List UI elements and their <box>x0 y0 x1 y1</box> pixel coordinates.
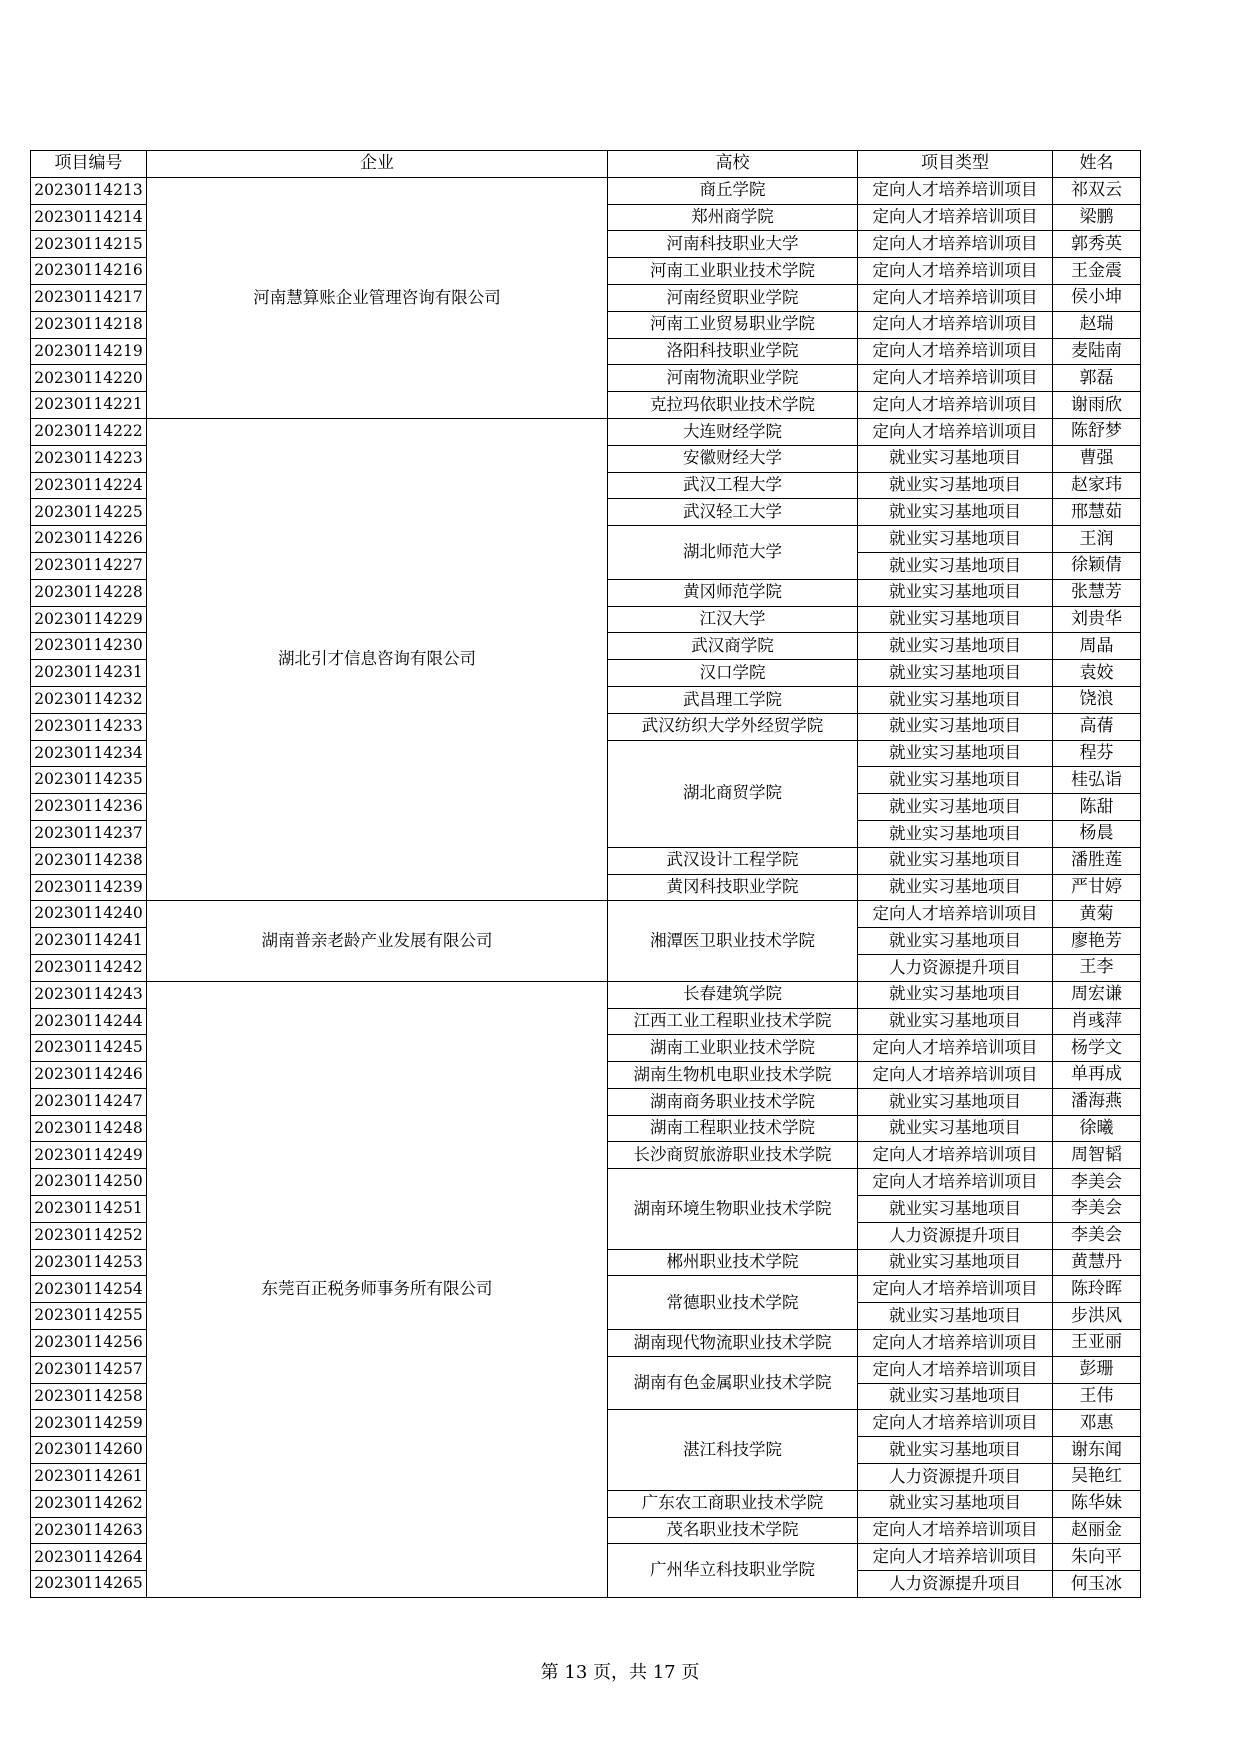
person-name-cell: 单再成 <box>1053 1062 1141 1089</box>
project-id-cell: 20230114263 <box>31 1517 147 1544</box>
project-type-cell: 人力资源提升项目 <box>858 1571 1053 1598</box>
project-id-cell: 20230114264 <box>31 1544 147 1571</box>
project-type-cell: 就业实习基地项目 <box>858 660 1053 687</box>
project-type-cell: 就业实习基地项目 <box>858 981 1053 1008</box>
project-id-cell: 20230114214 <box>31 204 147 231</box>
company-cell: 湖南普亲老龄产业发展有限公司 <box>147 901 608 981</box>
header-company: 企业 <box>147 151 608 178</box>
person-name-cell: 陈甜 <box>1053 794 1141 821</box>
project-id-cell: 20230114243 <box>31 981 147 1008</box>
person-name-cell: 李美会 <box>1053 1222 1141 1249</box>
project-id-cell: 20230114225 <box>31 499 147 526</box>
table-row <box>31 177 1141 204</box>
school-cell: 武昌理工学院 <box>608 686 858 713</box>
person-name-cell: 侯小坤 <box>1053 284 1141 311</box>
project-id-cell: 20230114218 <box>31 311 147 338</box>
page-number-footer: 第 13 页，共 17 页 <box>540 1662 700 1683</box>
person-name-cell: 刘贵华 <box>1053 606 1141 633</box>
project-id-cell: 20230114242 <box>31 954 147 981</box>
project-type-cell: 定向人才培养培训项目 <box>858 1035 1053 1062</box>
table-row <box>31 981 1141 1008</box>
person-name-cell: 陈舒梦 <box>1053 418 1141 445</box>
project-type-cell: 就业实习基地项目 <box>858 1008 1053 1035</box>
project-type-cell: 定向人才培养培训项目 <box>858 1330 1053 1357</box>
project-id-cell: 20230114226 <box>31 526 147 553</box>
person-name-cell: 陈华妹 <box>1053 1490 1141 1517</box>
project-type-cell: 就业实习基地项目 <box>858 579 1053 606</box>
project-type-cell: 定向人才培养培训项目 <box>858 1276 1053 1303</box>
school-cell: 黄冈科技职业学院 <box>608 874 858 901</box>
project-id-cell: 20230114234 <box>31 740 147 767</box>
school-cell: 湖南商务职业技术学院 <box>608 1088 858 1115</box>
person-name-cell: 祁双云 <box>1053 177 1141 204</box>
company-cell: 湖北引才信息咨询有限公司 <box>147 418 608 900</box>
school-cell: 广东农工商职业技术学院 <box>608 1490 858 1517</box>
school-cell: 长春建筑学院 <box>608 981 858 1008</box>
school-cell: 河南工业贸易职业学院 <box>608 311 858 338</box>
person-name-cell: 谢东闻 <box>1053 1437 1141 1464</box>
project-id-cell: 20230114252 <box>31 1222 147 1249</box>
project-type-cell: 定向人才培养培训项目 <box>858 1356 1053 1383</box>
person-name-cell: 李美会 <box>1053 1196 1141 1223</box>
person-name-cell: 郭磊 <box>1053 365 1141 392</box>
project-id-cell: 20230114229 <box>31 606 147 633</box>
project-id-cell: 20230114221 <box>31 392 147 419</box>
school-cell: 湖北师范大学 <box>608 526 858 580</box>
header-project-id: 项目编号 <box>31 151 147 178</box>
school-cell: 江汉大学 <box>608 606 858 633</box>
person-name-cell: 徐曦 <box>1053 1115 1141 1142</box>
table-row <box>31 418 1141 445</box>
project-type-cell: 定向人才培养培训项目 <box>858 1410 1053 1437</box>
person-name-cell: 王伟 <box>1053 1383 1141 1410</box>
person-name-cell: 郭秀英 <box>1053 231 1141 258</box>
school-cell: 茂名职业技术学院 <box>608 1517 858 1544</box>
person-name-cell: 桂弘诣 <box>1053 767 1141 794</box>
school-cell: 武汉纺织大学外经贸学院 <box>608 713 858 740</box>
project-type-cell: 定向人才培养培训项目 <box>858 258 1053 285</box>
project-type-cell: 人力资源提升项目 <box>858 1464 1053 1491</box>
project-id-cell: 20230114220 <box>31 365 147 392</box>
person-name-cell: 潘海燕 <box>1053 1088 1141 1115</box>
project-id-cell: 20230114245 <box>31 1035 147 1062</box>
person-name-cell: 高蒨 <box>1053 713 1141 740</box>
project-id-cell: 20230114247 <box>31 1088 147 1115</box>
school-cell: 湛江科技学院 <box>608 1410 858 1490</box>
project-type-cell: 就业实习基地项目 <box>858 1249 1053 1276</box>
project-id-cell: 20230114216 <box>31 258 147 285</box>
person-name-cell: 邓惠 <box>1053 1410 1141 1437</box>
project-id-cell: 20230114261 <box>31 1464 147 1491</box>
school-cell: 河南物流职业学院 <box>608 365 858 392</box>
project-id-cell: 20230114236 <box>31 794 147 821</box>
school-cell: 大连财经学院 <box>608 418 858 445</box>
project-type-cell: 人力资源提升项目 <box>858 954 1053 981</box>
project-id-cell: 20230114228 <box>31 579 147 606</box>
project-type-cell: 定向人才培养培训项目 <box>858 231 1053 258</box>
school-cell: 洛阳科技职业学院 <box>608 338 858 365</box>
project-id-cell: 20230114249 <box>31 1142 147 1169</box>
project-type-cell: 就业实习基地项目 <box>858 472 1053 499</box>
project-type-cell: 就业实习基地项目 <box>858 820 1053 847</box>
school-cell: 广州华立科技职业学院 <box>608 1544 858 1598</box>
person-name-cell: 杨学文 <box>1053 1035 1141 1062</box>
person-name-cell: 谢雨欣 <box>1053 392 1141 419</box>
table-row <box>31 901 1141 928</box>
table-body <box>31 177 1141 1597</box>
project-type-cell: 就业实习基地项目 <box>858 1490 1053 1517</box>
project-id-cell: 20230114240 <box>31 901 147 928</box>
person-name-cell: 袁姣 <box>1053 660 1141 687</box>
person-name-cell: 朱向平 <box>1053 1544 1141 1571</box>
project-id-cell: 20230114255 <box>31 1303 147 1330</box>
header-person-name: 姓名 <box>1053 151 1141 178</box>
person-name-cell: 何玉冰 <box>1053 1571 1141 1598</box>
project-id-cell: 20230114246 <box>31 1062 147 1089</box>
person-name-cell: 潘胜莲 <box>1053 847 1141 874</box>
school-cell: 河南工业职业技术学院 <box>608 258 858 285</box>
project-id-cell: 20230114217 <box>31 284 147 311</box>
company-cell: 河南慧算账企业管理咨询有限公司 <box>147 177 608 418</box>
person-name-cell: 赵家玮 <box>1053 472 1141 499</box>
person-name-cell: 吴艳红 <box>1053 1464 1141 1491</box>
project-id-cell: 20230114233 <box>31 713 147 740</box>
school-cell: 武汉工程大学 <box>608 472 858 499</box>
project-type-cell: 就业实习基地项目 <box>858 928 1053 955</box>
header-project-type: 项目类型 <box>858 151 1053 178</box>
project-id-cell: 20230114235 <box>31 767 147 794</box>
project-id-cell: 20230114259 <box>31 1410 147 1437</box>
project-type-cell: 定向人才培养培训项目 <box>858 204 1053 231</box>
person-name-cell: 杨晨 <box>1053 820 1141 847</box>
school-cell: 克拉玛依职业技术学院 <box>608 392 858 419</box>
person-name-cell: 周智韬 <box>1053 1142 1141 1169</box>
school-cell: 湖南环境生物职业技术学院 <box>608 1169 858 1249</box>
project-type-cell: 就业实习基地项目 <box>858 1303 1053 1330</box>
project-type-cell: 就业实习基地项目 <box>858 1437 1053 1464</box>
project-id-cell: 20230114223 <box>31 445 147 472</box>
school-cell: 黄冈师范学院 <box>608 579 858 606</box>
school-cell: 河南经贸职业学院 <box>608 284 858 311</box>
project-id-cell: 20230114254 <box>31 1276 147 1303</box>
school-cell: 湖南工程职业技术学院 <box>608 1115 858 1142</box>
project-type-cell: 定向人才培养培训项目 <box>858 284 1053 311</box>
school-cell: 湖南生物机电职业技术学院 <box>608 1062 858 1089</box>
company-cell: 东莞百正税务师事务所有限公司 <box>147 981 608 1597</box>
school-cell: 郑州商学院 <box>608 204 858 231</box>
person-name-cell: 步洪风 <box>1053 1303 1141 1330</box>
person-name-cell: 严甘婷 <box>1053 874 1141 901</box>
project-type-cell: 就业实习基地项目 <box>858 499 1053 526</box>
project-id-cell: 20230114237 <box>31 820 147 847</box>
project-id-cell: 20230114248 <box>31 1115 147 1142</box>
project-id-cell: 20230114227 <box>31 552 147 579</box>
project-type-cell: 就业实习基地项目 <box>858 526 1053 553</box>
project-type-cell: 人力资源提升项目 <box>858 1222 1053 1249</box>
project-id-cell: 20230114230 <box>31 633 147 660</box>
project-id-cell: 20230114244 <box>31 1008 147 1035</box>
person-name-cell: 李美会 <box>1053 1169 1141 1196</box>
project-type-cell: 就业实习基地项目 <box>858 1088 1053 1115</box>
project-type-cell: 就业实习基地项目 <box>858 1383 1053 1410</box>
project-id-cell: 20230114258 <box>31 1383 147 1410</box>
person-name-cell: 曹强 <box>1053 445 1141 472</box>
project-id-cell: 20230114253 <box>31 1249 147 1276</box>
project-id-cell: 20230114238 <box>31 847 147 874</box>
project-id-cell: 20230114219 <box>31 338 147 365</box>
person-name-cell: 周晶 <box>1053 633 1141 660</box>
project-id-cell: 20230114224 <box>31 472 147 499</box>
school-cell: 湖南有色金属职业技术学院 <box>608 1356 858 1410</box>
project-type-cell: 定向人才培养培训项目 <box>858 338 1053 365</box>
project-type-cell: 就业实习基地项目 <box>858 847 1053 874</box>
project-type-cell: 就业实习基地项目 <box>858 794 1053 821</box>
school-cell: 河南科技职业大学 <box>608 231 858 258</box>
project-type-cell: 定向人才培养培训项目 <box>858 418 1053 445</box>
person-name-cell: 彭珊 <box>1053 1356 1141 1383</box>
school-cell: 湖南现代物流职业技术学院 <box>608 1330 858 1357</box>
person-name-cell: 黄菊 <box>1053 901 1141 928</box>
project-id-cell: 20230114241 <box>31 928 147 955</box>
person-name-cell: 梁鹏 <box>1053 204 1141 231</box>
project-id-cell: 20230114265 <box>31 1571 147 1598</box>
project-id-cell: 20230114250 <box>31 1169 147 1196</box>
person-name-cell: 饶浪 <box>1053 686 1141 713</box>
person-name-cell: 黄慧丹 <box>1053 1249 1141 1276</box>
project-type-cell: 就业实习基地项目 <box>858 606 1053 633</box>
person-name-cell: 赵丽金 <box>1053 1517 1141 1544</box>
project-type-cell: 就业实习基地项目 <box>858 686 1053 713</box>
school-cell: 汉口学院 <box>608 660 858 687</box>
person-name-cell: 麦陆南 <box>1053 338 1141 365</box>
project-id-cell: 20230114231 <box>31 660 147 687</box>
table-header-row <box>31 151 1141 178</box>
school-cell: 湘潭医卫职业技术学院 <box>608 901 858 981</box>
person-name-cell: 王亚丽 <box>1053 1330 1141 1357</box>
project-id-cell: 20230114260 <box>31 1437 147 1464</box>
school-cell: 常德职业技术学院 <box>608 1276 858 1330</box>
project-id-cell: 20230114251 <box>31 1196 147 1223</box>
project-type-cell: 就业实习基地项目 <box>858 713 1053 740</box>
project-id-cell: 20230114262 <box>31 1490 147 1517</box>
project-type-cell: 就业实习基地项目 <box>858 633 1053 660</box>
school-cell: 郴州职业技术学院 <box>608 1249 858 1276</box>
project-id-cell: 20230114213 <box>31 177 147 204</box>
project-id-cell: 20230114239 <box>31 874 147 901</box>
person-name-cell: 张慧芳 <box>1053 579 1141 606</box>
project-id-cell: 20230114215 <box>31 231 147 258</box>
person-name-cell: 陈玲晖 <box>1053 1276 1141 1303</box>
person-name-cell: 肖彧萍 <box>1053 1008 1141 1035</box>
school-cell: 武汉设计工程学院 <box>608 847 858 874</box>
person-name-cell: 王金震 <box>1053 258 1141 285</box>
school-cell: 江西工业工程职业技术学院 <box>608 1008 858 1035</box>
project-type-cell: 就业实习基地项目 <box>858 1196 1053 1223</box>
person-name-cell: 廖艳芳 <box>1053 928 1141 955</box>
person-name-cell: 邢慧茹 <box>1053 499 1141 526</box>
project-type-cell: 就业实习基地项目 <box>858 552 1053 579</box>
project-type-cell: 定向人才培养培训项目 <box>858 392 1053 419</box>
project-id-cell: 20230114222 <box>31 418 147 445</box>
school-cell: 湖南工业职业技术学院 <box>608 1035 858 1062</box>
school-cell: 武汉商学院 <box>608 633 858 660</box>
project-type-cell: 就业实习基地项目 <box>858 874 1053 901</box>
school-cell: 湖北商贸学院 <box>608 740 858 847</box>
project-type-cell: 定向人才培养培训项目 <box>858 177 1053 204</box>
project-type-cell: 定向人才培养培训项目 <box>858 365 1053 392</box>
person-name-cell: 王李 <box>1053 954 1141 981</box>
school-cell: 安徽财经大学 <box>608 445 858 472</box>
project-id-cell: 20230114232 <box>31 686 147 713</box>
person-name-cell: 程芬 <box>1053 740 1141 767</box>
project-id-cell: 20230114256 <box>31 1330 147 1357</box>
project-type-cell: 定向人才培养培训项目 <box>858 1169 1053 1196</box>
project-type-cell: 定向人才培养培训项目 <box>858 1142 1053 1169</box>
person-name-cell: 周宏谦 <box>1053 981 1141 1008</box>
project-type-cell: 就业实习基地项目 <box>858 445 1053 472</box>
project-type-cell: 定向人才培养培训项目 <box>858 1517 1053 1544</box>
project-type-cell: 定向人才培养培训项目 <box>858 901 1053 928</box>
school-cell: 长沙商贸旅游职业技术学院 <box>608 1142 858 1169</box>
school-cell: 武汉轻工大学 <box>608 499 858 526</box>
school-cell: 商丘学院 <box>608 177 858 204</box>
person-name-cell: 赵瑞 <box>1053 311 1141 338</box>
project-type-cell: 就业实习基地项目 <box>858 740 1053 767</box>
person-name-cell: 王润 <box>1053 526 1141 553</box>
project-type-cell: 定向人才培养培训项目 <box>858 311 1053 338</box>
project-table <box>30 150 1141 1598</box>
project-id-cell: 20230114257 <box>31 1356 147 1383</box>
project-type-cell: 定向人才培养培训项目 <box>858 1062 1053 1089</box>
project-type-cell: 就业实习基地项目 <box>858 767 1053 794</box>
project-type-cell: 定向人才培养培训项目 <box>858 1544 1053 1571</box>
person-name-cell: 徐颖倩 <box>1053 552 1141 579</box>
project-type-cell: 就业实习基地项目 <box>858 1115 1053 1142</box>
header-school: 高校 <box>608 151 858 178</box>
